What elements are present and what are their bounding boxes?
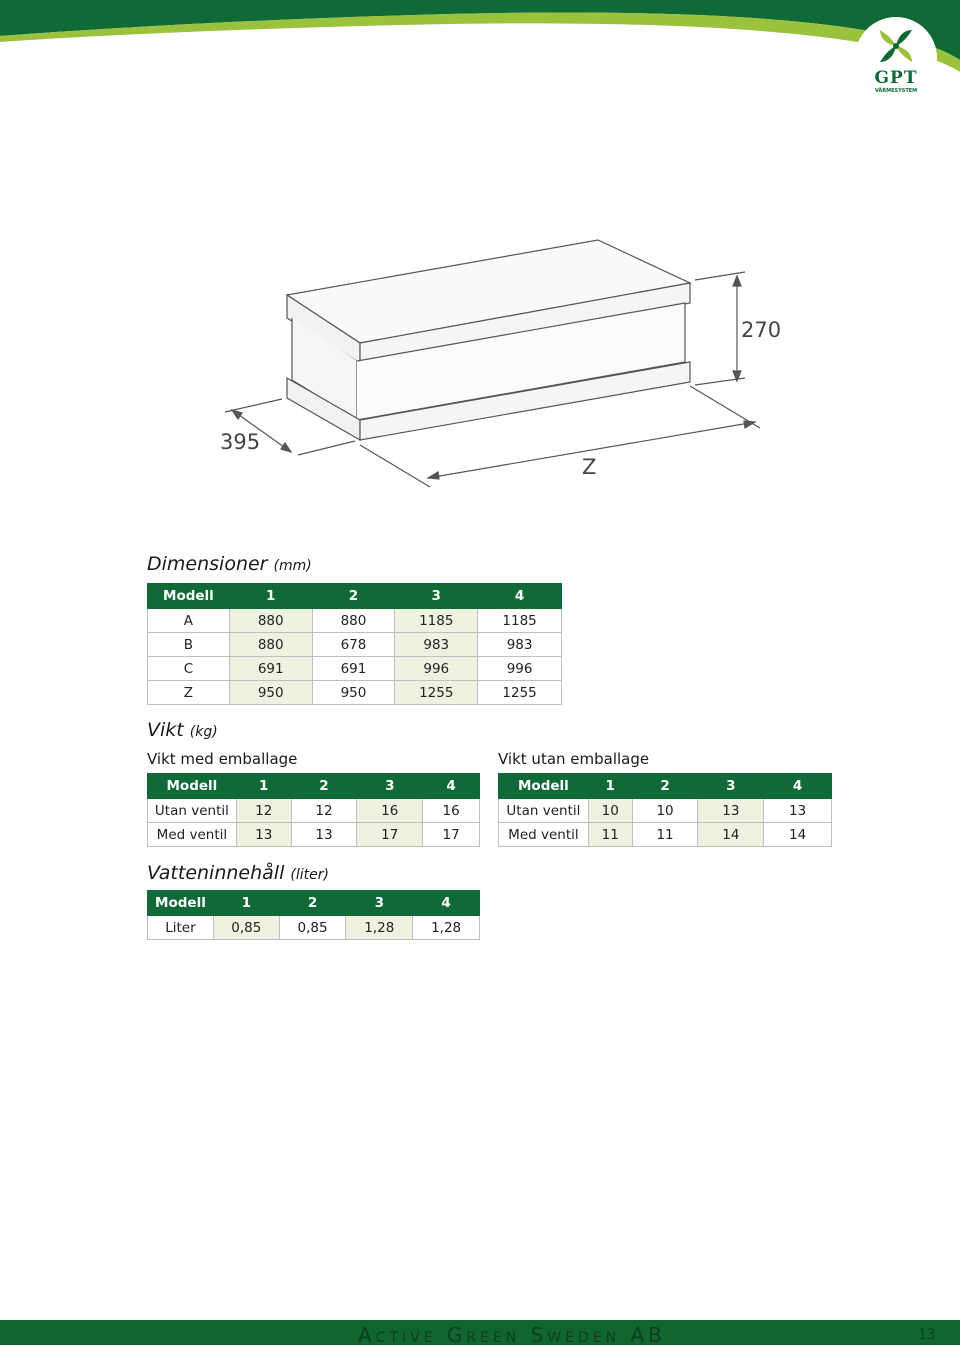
table-cell: 13 <box>236 823 291 847</box>
table-cell: 16 <box>357 799 423 823</box>
header-cell: 2 <box>312 584 395 609</box>
table-cell: 950 <box>229 681 312 705</box>
table-cell: A <box>148 609 230 633</box>
dimensions-title-text: Dimensioner <box>147 553 268 575</box>
table-cell: 1185 <box>478 609 562 633</box>
header-cell: 3 <box>698 774 764 799</box>
weight-without-packaging-title: Vikt utan emballage <box>498 750 650 768</box>
table-cell: Utan ventil <box>148 799 237 823</box>
footer-company-name: Active Green Sweden AB <box>358 1323 666 1347</box>
weight-title <box>147 719 218 741</box>
product-dimension-drawing <box>200 225 800 495</box>
table-cell: B <box>148 633 230 657</box>
length-dimension-label: Z <box>582 455 597 479</box>
water-content-table <box>147 890 480 940</box>
table-cell: 1,28 <box>413 916 480 940</box>
logo-subtext: VÄRMESYSTEM <box>874 88 918 94</box>
header-cell: 2 <box>279 891 346 916</box>
header-cell: 4 <box>423 774 480 799</box>
weight-unit: (kg) <box>189 724 218 740</box>
table-cell: 950 <box>312 681 395 705</box>
table-header-row <box>148 774 480 799</box>
table-cell: 17 <box>423 823 480 847</box>
table-row <box>148 609 562 633</box>
weight-with-packaging-table <box>147 773 480 847</box>
table-row <box>148 823 480 847</box>
table-header-row <box>499 774 832 799</box>
table-cell: 691 <box>312 657 395 681</box>
table-cell: 13 <box>764 799 832 823</box>
table-cell: Utan ventil <box>499 799 589 823</box>
table-cell: 17 <box>357 823 423 847</box>
water-content-title <box>147 862 329 884</box>
table-cell: 880 <box>312 609 395 633</box>
header-cell: 3 <box>357 774 423 799</box>
table-cell: 11 <box>632 823 698 847</box>
table-row <box>499 799 832 823</box>
table-cell: 996 <box>395 657 478 681</box>
table-cell: 983 <box>478 633 562 657</box>
table-cell: 13 <box>698 799 764 823</box>
table-cell: Med ventil <box>148 823 237 847</box>
header-cell: Modell <box>499 774 589 799</box>
table-cell: 1,28 <box>346 916 413 940</box>
table-header-row <box>148 584 562 609</box>
height-dimension-label: 270 <box>741 318 782 342</box>
table-cell: 880 <box>229 609 312 633</box>
table-row <box>148 633 562 657</box>
table-row <box>499 823 832 847</box>
header-cell: 4 <box>764 774 832 799</box>
header-cell: 1 <box>213 891 279 916</box>
table-cell: 12 <box>236 799 291 823</box>
table-cell: 0,85 <box>213 916 279 940</box>
table-cell: Med ventil <box>499 823 589 847</box>
table-cell: 14 <box>764 823 832 847</box>
table-cell: C <box>148 657 230 681</box>
table-row <box>148 681 562 705</box>
header-cell: 1 <box>588 774 632 799</box>
table-cell: 996 <box>478 657 562 681</box>
dimensions-unit: (mm) <box>273 558 312 574</box>
table-cell: 11 <box>588 823 632 847</box>
header-swoosh <box>0 0 960 120</box>
header-cell: 2 <box>291 774 357 799</box>
header-cell: Modell <box>148 891 214 916</box>
header-cell: 2 <box>632 774 698 799</box>
logo-text: GPT <box>874 68 918 88</box>
header-cell: 1 <box>236 774 291 799</box>
weight-title-text: Vikt <box>147 719 184 741</box>
table-cell: 16 <box>423 799 480 823</box>
page-number: 13 <box>918 1327 936 1343</box>
table-cell: 691 <box>229 657 312 681</box>
table-cell: Liter <box>148 916 214 940</box>
header-cell: 4 <box>413 891 480 916</box>
header-cell: 4 <box>478 584 562 609</box>
table-cell: 1255 <box>478 681 562 705</box>
table-cell: 983 <box>395 633 478 657</box>
table-cell: 880 <box>229 633 312 657</box>
header-cell: Modell <box>148 774 237 799</box>
table-cell: 12 <box>291 799 357 823</box>
weight-with-packaging-title: Vikt med emballage <box>147 750 298 768</box>
dimensions-table <box>147 583 562 705</box>
header-cell: 1 <box>229 584 312 609</box>
water-unit: (liter) <box>290 867 329 883</box>
table-cell: 13 <box>291 823 357 847</box>
table-cell: 14 <box>698 823 764 847</box>
table-header-row <box>148 891 480 916</box>
table-row <box>148 799 480 823</box>
table-cell: 678 <box>312 633 395 657</box>
dimensions-title <box>147 553 312 575</box>
water-title-text: Vatteninnehåll <box>147 862 285 884</box>
depth-dimension-label: 395 <box>220 430 261 454</box>
header-cell: Modell <box>148 584 230 609</box>
table-cell: 0,85 <box>279 916 346 940</box>
table-cell: 10 <box>588 799 632 823</box>
table-row <box>148 657 562 681</box>
table-cell: 1185 <box>395 609 478 633</box>
table-row <box>148 916 480 940</box>
table-cell: Z <box>148 681 230 705</box>
header-cell: 3 <box>395 584 478 609</box>
table-cell: 10 <box>632 799 698 823</box>
header-cell: 3 <box>346 891 413 916</box>
table-cell: 1255 <box>395 681 478 705</box>
weight-without-packaging-table <box>498 773 832 847</box>
